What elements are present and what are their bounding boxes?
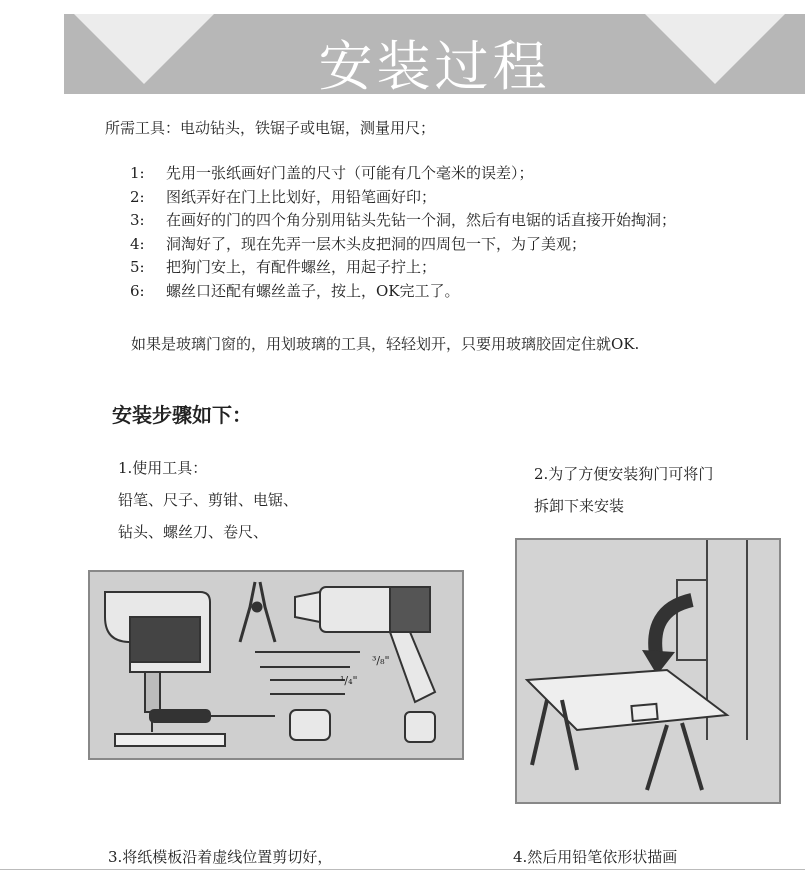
bottom-divider [0, 869, 805, 870]
page-title: 安装过程 [318, 35, 551, 94]
caption-line: 钻头、螺丝刀、卷尺、 [118, 523, 269, 541]
caption-line: 2.为了方便安装狗门可将门 [534, 465, 714, 483]
step-item [130, 280, 676, 304]
step-item [130, 233, 676, 257]
door-removal-illustration [515, 538, 781, 804]
step-number: 2: [130, 187, 145, 206]
section-heading: 安装步骤如下： [112, 403, 252, 427]
bit-size-label: ¹/₄" [340, 674, 358, 687]
title-banner [64, 14, 805, 94]
caption-step-3: 3.将纸模板沿着虚线位置剪切好， [108, 848, 333, 866]
caption-step-2 [534, 458, 713, 522]
bit-size-label: ³/₈" [372, 654, 390, 667]
step-number: 6: [130, 281, 145, 300]
glass-door-note: 如果是玻璃门窗的，用划玻璃的工具，轻轻划开，只要用玻璃胶固定住就OK. [131, 335, 640, 353]
step-text: 洞淘好了，现在先弄一层木头皮把洞的四周包一下，为了美观； [166, 234, 587, 253]
step-text: 螺丝口还配有螺丝盖子，按上，OK完工了。 [166, 281, 460, 300]
step-item [130, 256, 676, 280]
step-number: 1: [130, 164, 145, 182]
step-text: 在画好的门的四个角分别用钻头先钻一个洞，然后有电锯的话直接开始掏洞； [166, 211, 677, 229]
step-text: 先用一张纸画好门盖的尺寸（可能有几个毫米的误差）； [166, 164, 534, 182]
step-item [130, 186, 676, 210]
step-text: 图纸弄好在门上比划好，用铅笔画好印； [166, 187, 437, 206]
required-tools-text: 所需工具：电动钻头，铁锯子或电锯，测量用尺； [105, 119, 436, 137]
step-number: 5: [130, 258, 145, 276]
tools-illustration [88, 570, 464, 760]
steps-list [130, 162, 676, 303]
caption-line: 1.使用工具： [118, 459, 208, 477]
step-item [130, 162, 676, 186]
tools-drawing [90, 572, 462, 758]
step-text: 把狗门安上，有配件螺丝，用起子拧上； [166, 258, 437, 276]
caption-step-1 [118, 452, 298, 548]
ruler-icon [115, 734, 225, 746]
caption-line: 铅笔、尺子、剪钳、电锯、 [118, 491, 299, 509]
step-item [130, 209, 676, 233]
caption-line: 拆卸下来安装 [534, 497, 625, 515]
caption-step-4: 4.然后用铅笔依形状描画 [513, 848, 678, 866]
step-number: 4: [130, 234, 145, 253]
door-drawing [517, 540, 779, 802]
step-number: 3: [130, 211, 145, 229]
